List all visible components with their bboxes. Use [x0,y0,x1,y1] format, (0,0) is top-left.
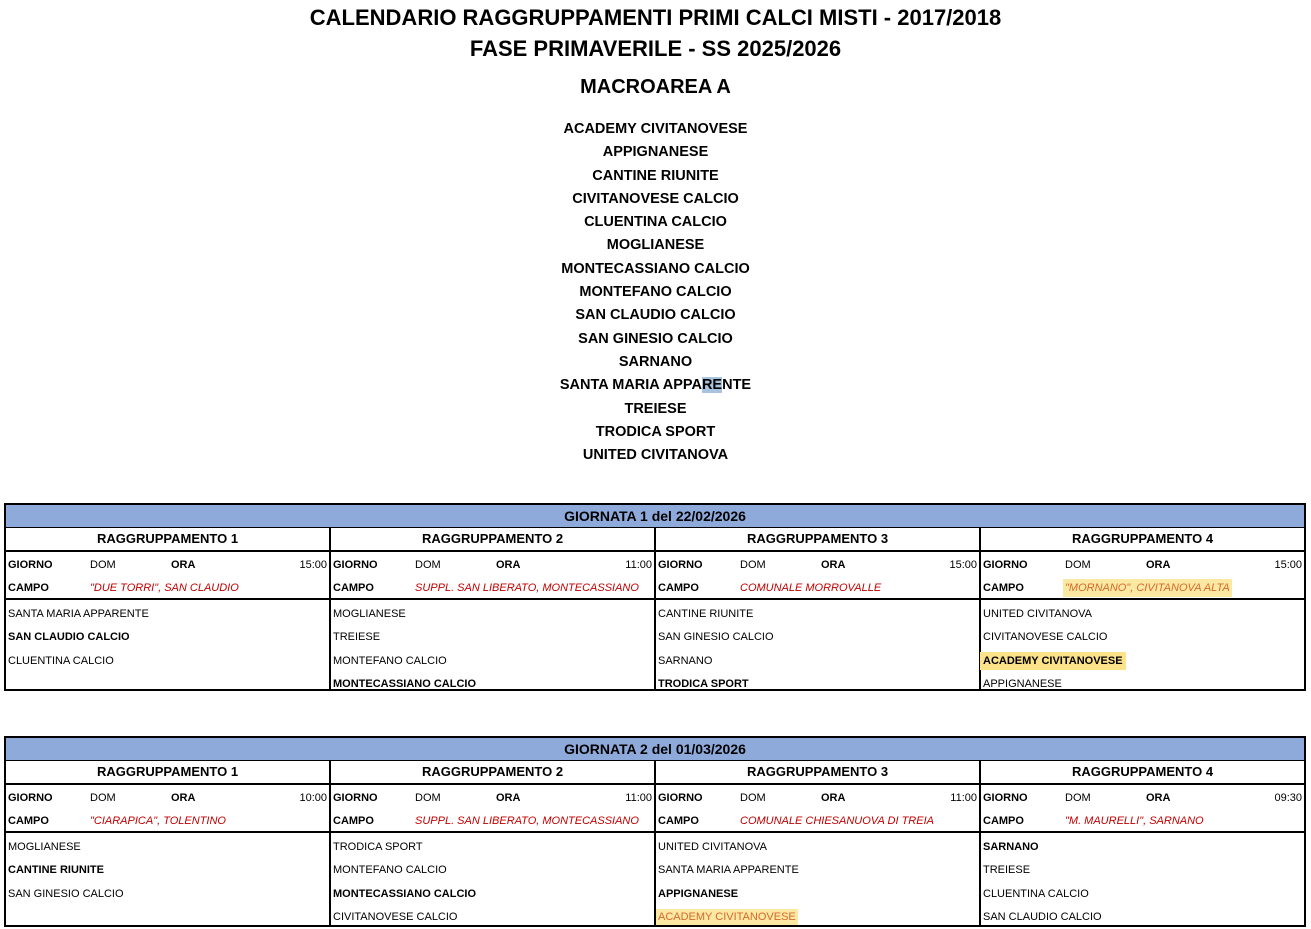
group-teams [331,833,654,929]
day-value: DOM [1065,559,1091,571]
group-teams [6,833,329,929]
team-row: CIVITANOVESE CALCIO [983,631,1108,644]
time-value: 15:00 [949,559,977,571]
team-list-item: SAN GINESIO CALCIO [578,330,733,347]
team-list-item-selected-text[interactable] [0,374,1311,397]
team-row-host: MONTECASSIANO CALCIO [333,887,476,900]
group-info [6,785,329,833]
ora-label: ORA [1146,792,1171,804]
team-list-item: MOGLIANESE [606,237,705,254]
team-row-host: MONTECASSIANO CALCIO [333,677,476,690]
giornata-1-table [4,503,1306,691]
team-row: TREIESE [333,631,381,644]
day-value: DOM [740,559,766,571]
team-row: MOGLIANESE [333,608,406,620]
group-title: RAGGRUPPAMENTO 4 [981,528,1304,552]
giorno-label: GIORNO [658,792,703,804]
field-value: SUPPL. SAN LIBERATO, MONTECASSIANO [415,582,639,594]
group-info [656,552,979,600]
document-subtitle: FASE PRIMAVERILE - SS 2025/2026 [469,36,842,61]
macroarea-title: MACROAREA A [580,76,731,98]
field-value: SUPPL. SAN LIBERATO, MONTECASSIANO [415,815,639,827]
day-value: DOM [740,792,766,804]
campo-label: CAMPO [983,582,1024,594]
group-title: RAGGRUPPAMENTO 2 [331,528,654,552]
text-after-selection: NTE [722,377,752,394]
team-row-host: SARNANO [983,841,1039,853]
text-selection[interactable]: RE [701,377,723,394]
giorno-label: GIORNO [333,559,378,571]
time-value: 10:00 [299,792,327,804]
team-row: CIVITANOVESE CALCIO [333,910,458,923]
day-value: DOM [90,559,116,571]
raggruppamento-2 [331,761,656,925]
giorno-label: GIORNO [658,559,703,571]
time-value: 11:00 [625,792,652,804]
group-title: RAGGRUPPAMENTO 3 [656,528,979,552]
team-list [0,118,1311,467]
field-value: "M. MAURELLI", SARNANO [1065,815,1204,827]
team-row: TREIESE [983,864,1031,877]
field-value: COMUNALE MORROVALLE [740,582,882,594]
team-row: CLUENTINA CALCIO [983,887,1089,900]
team-row: APPIGNANESE [983,677,1062,690]
ora-label: ORA [496,792,521,804]
team-row: MONTEFANO CALCIO [333,654,447,667]
campo-label: CAMPO [333,582,374,594]
giornata-2-table [4,736,1306,927]
group-title: RAGGRUPPAMENTO 1 [6,761,329,785]
giornata-header: GIORNATA 2 del 01/03/2026 [6,738,1304,761]
campo-label: CAMPO [333,815,374,827]
highlight-mark: ACADEMY CIVITANOVESE [983,654,1123,667]
group-teams [6,600,329,696]
team-list-item: UNITED CIVITANOVA [582,447,729,464]
group-teams [981,600,1304,696]
group-teams [656,600,979,696]
campo-label: CAMPO [983,815,1024,827]
raggruppamento-3 [656,761,981,925]
team-row: MONTEFANO CALCIO [333,864,447,877]
group-teams [656,833,979,929]
ora-label: ORA [821,559,846,571]
giorno-label: GIORNO [983,792,1028,804]
giornata-header: GIORNATA 1 del 22/02/2026 [6,505,1304,528]
time-value: 11:00 [625,559,652,571]
raggruppamento-3 [656,528,981,689]
team-row-host: SAN CLAUDIO CALCIO [8,631,130,644]
time-value: 15:00 [1274,559,1302,571]
group-title: RAGGRUPPAMENTO 3 [656,761,979,785]
field-value: "CIARAPICA", TOLENTINO [90,815,226,827]
day-value: DOM [90,792,116,804]
field-value: "DUE TORRI", SAN CLAUDIO [90,582,239,594]
highlight-mark: ACADEMY CIVITANOVESE [658,910,796,923]
team-list-item: TRODICA SPORT [595,423,716,440]
group-info [331,552,654,600]
team-row: SANTA MARIA APPARENTE [658,864,799,877]
campo-label: CAMPO [658,815,699,827]
team-row: SANTA MARIA APPARENTE [8,608,149,620]
ora-label: ORA [1146,559,1171,571]
group-teams [331,600,654,696]
team-row: UNITED CIVITANOVA [658,841,767,853]
team-list-item: MONTEFANO CALCIO [579,284,732,301]
day-value: DOM [415,559,441,571]
team-row-host-highlighted [981,650,1304,673]
time-value: 09:30 [1274,792,1302,804]
field-value-highlighted: "MORNANO", CIVITANOVA ALTA [1065,582,1230,594]
group-info [981,552,1304,600]
team-row [6,673,329,696]
campo-label: CAMPO [658,582,699,594]
team-row: CLUENTINA CALCIO [8,654,114,667]
text-before-selection: SANTA MARIA APPA [559,377,702,394]
team-list-item: TREIESE [624,400,687,417]
team-list-item: APPIGNANESE [602,144,709,161]
document-title: CALENDARIO RAGGRUPPAMENTI PRIMI CALCI MISTI - 2017/2018 [309,5,1002,30]
day-value: DOM [1065,792,1091,804]
team-list-item: SAN CLAUDIO CALCIO [575,307,736,324]
ora-label: ORA [171,792,196,804]
team-list-item: CLUENTINA CALCIO [584,214,727,231]
team-row: TRODICA SPORT [333,841,423,853]
raggruppamento-4 [981,528,1304,689]
field-value: COMUNALE CHIESANUOVA DI TREIA [740,815,934,827]
team-list-item: CIVITANOVESE CALCIO [572,190,739,207]
giorno-label: GIORNO [8,559,53,571]
team-row: MOGLIANESE [8,841,81,853]
team-list-item: MONTECASSIANO CALCIO [561,260,750,277]
raggruppamento-4 [981,761,1304,925]
group-teams [981,833,1304,929]
group-title: RAGGRUPPAMENTO 4 [981,761,1304,785]
team-row: SARNANO [658,654,713,667]
team-row-highlighted [656,906,979,929]
group-info [331,785,654,833]
ora-label: ORA [171,559,196,571]
group-info [6,552,329,600]
group-title: RAGGRUPPAMENTO 1 [6,528,329,552]
team-row-host: TRODICA SPORT [658,677,749,690]
raggruppamento-1 [6,761,331,925]
campo-label: CAMPO [8,582,49,594]
team-list-item: ACADEMY CIVITANOVESE [563,121,748,137]
team-row: SAN GINESIO CALCIO [8,887,124,900]
giorno-label: GIORNO [333,792,378,804]
ora-label: ORA [496,559,521,571]
group-info [981,785,1304,833]
campo-label: CAMPO [8,815,49,827]
team-row: UNITED CIVITANOVA [983,608,1092,620]
raggruppamento-1 [6,528,331,689]
group-title: RAGGRUPPAMENTO 2 [331,761,654,785]
team-row: SAN GINESIO CALCIO [658,631,774,644]
day-value: DOM [415,792,441,804]
raggruppamento-2 [331,528,656,689]
time-value: 15:00 [299,559,327,571]
time-value: 11:00 [950,792,977,804]
group-info [656,785,979,833]
team-row: CANTINE RIUNITE [658,608,754,620]
ora-label: ORA [821,792,846,804]
team-row-host: APPIGNANESE [658,887,739,900]
giorno-label: GIORNO [8,792,53,804]
team-row-host: CANTINE RIUNITE [8,864,104,877]
team-row [6,906,329,929]
team-row: SAN CLAUDIO CALCIO [983,910,1102,923]
giorno-label: GIORNO [983,559,1028,571]
team-list-item: SARNANO [618,353,693,370]
team-list-item: CANTINE RIUNITE [592,167,719,184]
